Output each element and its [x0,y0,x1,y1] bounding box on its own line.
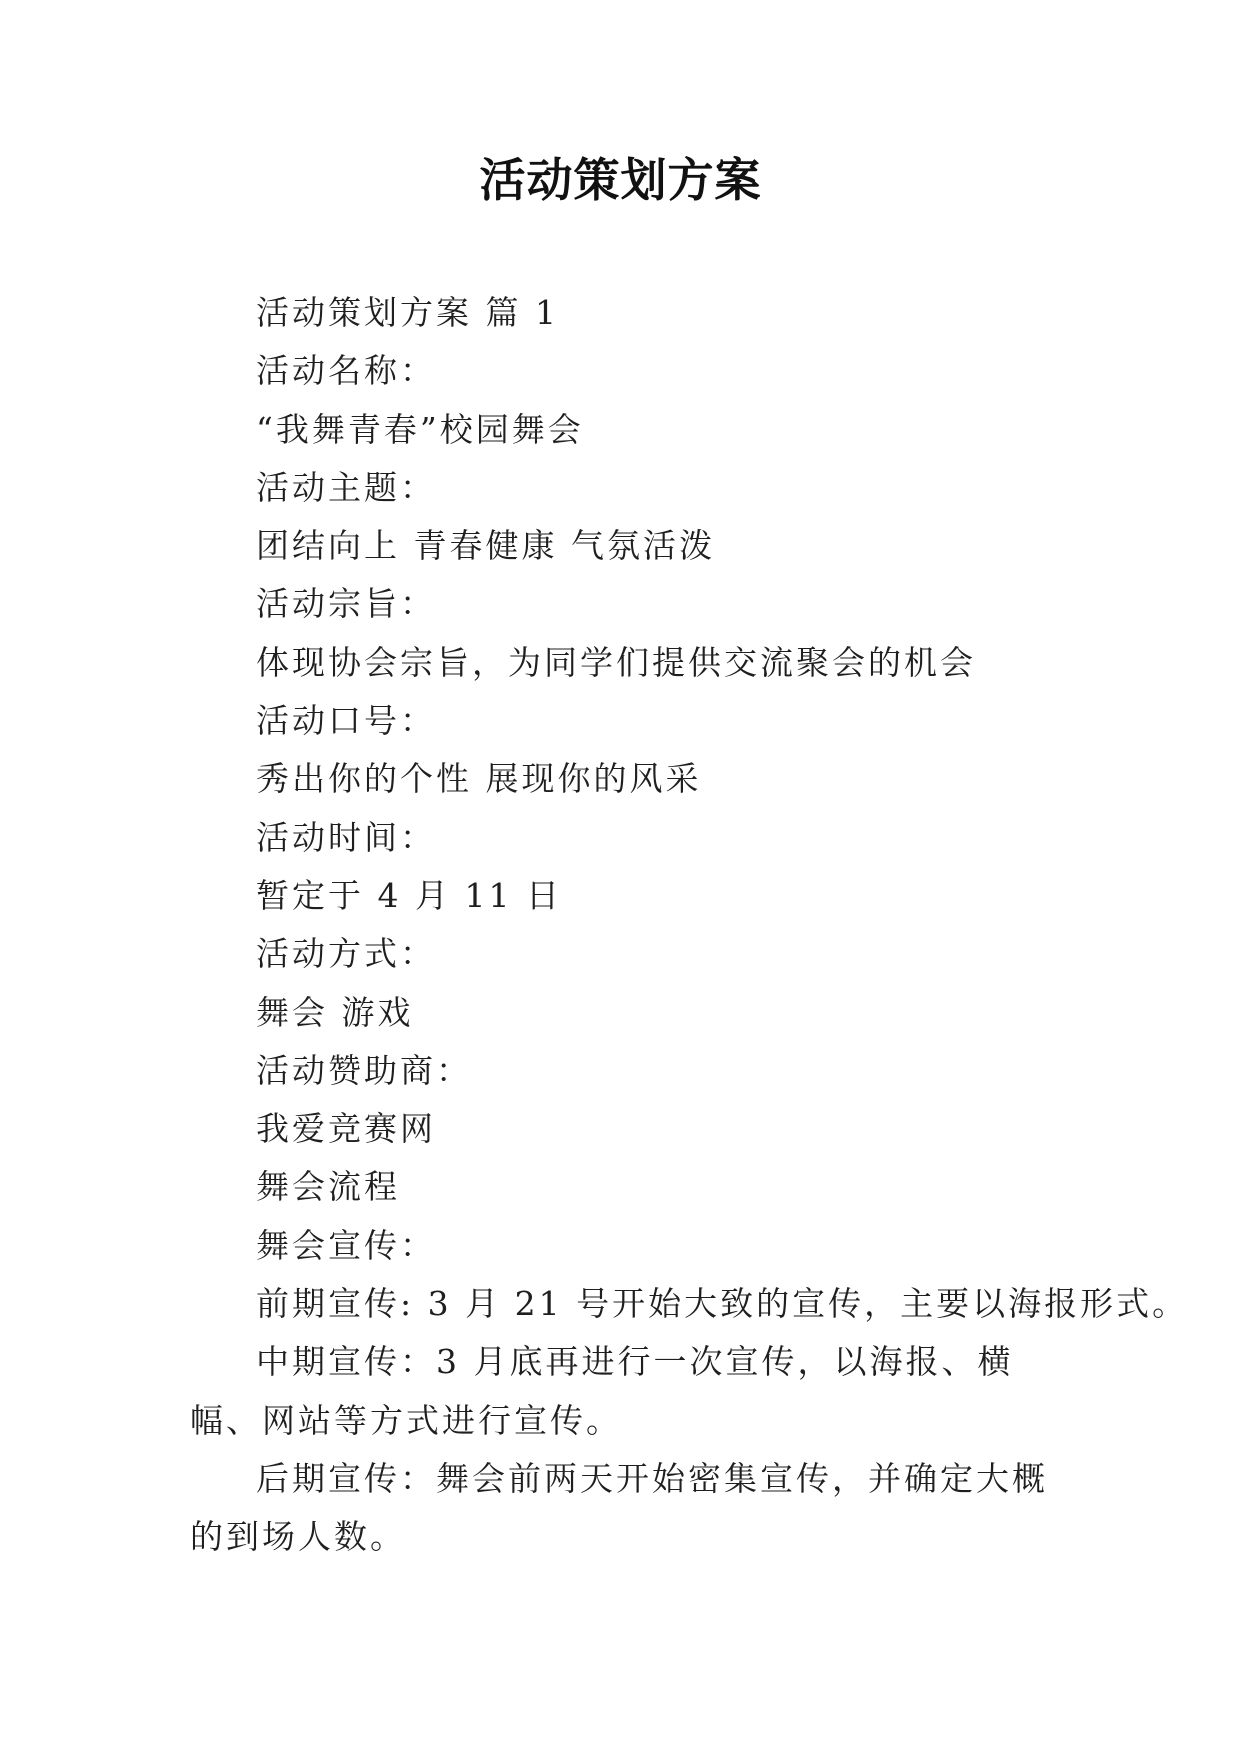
activity-name-label: 活动名称： [256,351,436,391]
activity-name-value: “我舞青春”校园舞会 [256,409,584,449]
document-title: 活动策划方案 [479,153,762,207]
activity-format-value: 舞会 游戏 [256,992,414,1032]
activity-sponsor-value: 我爱竞赛网 [256,1109,436,1149]
mid-promotion-paragraph: 中期宣传：3 月底再进行一次宣传，以海报、横幅、网站等方式进行宣传。 [190,1342,1014,1440]
activity-slogan-value: 秀出你的个性 展现你的风采 [256,759,702,799]
document-body [190,284,1189,1567]
section-heading: 活动策划方案 篇 1 [256,293,559,332]
activity-slogan-label: 活动口号： [256,701,436,741]
activity-sponsor-label: 活动赞助商： [256,1050,472,1090]
activity-theme-value: 团结向上 青春健康 气氛活泼 [256,526,715,566]
dance-flow-heading: 舞会流程 [256,1167,400,1207]
activity-purpose-value: 体现协会宗旨，为同学们提供交流聚会的机会 [256,642,976,682]
late-promotion-paragraph: 后期宣传：舞会前两天开始密集宣传，并确定大概的到场人数。 [190,1458,1048,1557]
activity-time-label: 活动时间： [256,817,436,857]
dance-promotion-label: 舞会宣传： [256,1225,436,1265]
early-promotion-text: 前期宣传: 3 月 21 号开始大致的宣传，主要以海报形式。 [256,1284,1189,1324]
activity-purpose-label: 活动宗旨： [256,584,436,624]
activity-time-value: 暂定于 4 月 11 日 [256,875,562,915]
activity-theme-label: 活动主题： [256,467,436,507]
activity-format-label: 活动方式： [256,934,436,974]
